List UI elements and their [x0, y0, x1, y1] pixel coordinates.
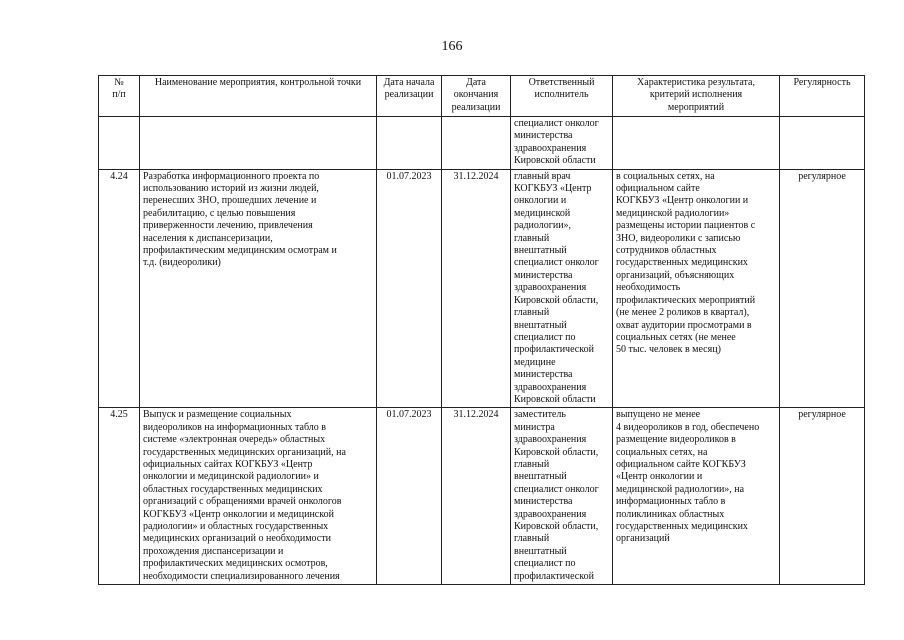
- measures-table: [98, 75, 865, 585]
- table-row: [99, 408, 865, 585]
- cell-responsible: заместитель министра здравоохранения Кировской области, главный внештатный специалист онколог министерства здравоохранения Кировской области, главный внештатный специалист по профилактической: [511, 408, 613, 585]
- cell-responsible: специалист онколог министерства здравоохранения Кировской области: [511, 117, 613, 170]
- cell-name: Разработка информационного проекта по использованию историй из жизни людей, перенесших ЗНО, прошедших лечение и реабилитацию, с целью повышения приверженности лечению, привлечения населения к диспансеризации, профилактическим медицинским осмотрам и т.д. (видеоролики): [140, 169, 377, 408]
- cell-responsible: главный врач КОГКБУЗ «Центр онкологии и медицинской радиологии», главный внештатный специалист онколог министерства здравоохранения Кировской области, главный внештатный специалист по профилактической медицине министерства здравоохранения Кировской области: [511, 169, 613, 408]
- cell-num: 4.25: [99, 408, 140, 585]
- cell-regularity: [780, 117, 865, 170]
- cell-regularity: регулярное: [780, 408, 865, 585]
- cell-start-date: 01.07.2023: [377, 169, 442, 408]
- header-end-date: Дата окончания реализации: [442, 76, 511, 117]
- table-row-continuation: [99, 117, 865, 170]
- cell-name: Выпуск и размещение социальных видеороликов на информационных табло в системе «электронная очередь» областных государственных медицинских организаций, на официальных сайтах КОГКБУЗ «Центр онкологии и медицинской радиологии» и областных государственных медицинских организаций с обращениями врачей онкологов КОГКБУЗ «Центр онкологии и медицинской радиологии» и областных государственных медицинских организаций о необходимости прохождения диспансеризации и профилактических медицинских осмотров, необходимости специализированного лечения: [140, 408, 377, 585]
- header-start-date: Дата начала реализации: [377, 76, 442, 117]
- cell-num: [99, 117, 140, 170]
- cell-result: в социальных сетях, на официальном сайте КОГКБУЗ «Центр онкологии и медицинской радиологии» размещены истории пациентов с ЗНО, видеоролики с записью сотрудников областных государственных медицинских организаций, объясняющих необходимость профилактических мероприятий (не менее 2 роликов в квартал), охват аудитории просмотрами в социальных сетях (не менее 50 тыс. человек в месяц): [613, 169, 780, 408]
- page-number: 166: [441, 39, 463, 54]
- header-result: Характеристика результата, критерий исполнения мероприятий: [613, 76, 780, 117]
- cell-end-date: 31.12.2024: [442, 169, 511, 408]
- cell-end-date: [442, 117, 511, 170]
- cell-start-date: 01.07.2023: [377, 408, 442, 585]
- cell-result: [613, 117, 780, 170]
- cell-num: 4.24: [99, 169, 140, 408]
- cell-name: [140, 117, 377, 170]
- cell-result: выпущено не менее 4 видеороликов в год, обеспечено размещение видеороликов в социальных сетях, на официальном сайте КОГКБУЗ «Центр онкологии и медицинской радиологии», на информационных табло в поликлиниках областных государственных медицинских организаций: [613, 408, 780, 585]
- table-header-row: [99, 76, 865, 117]
- cell-regularity: регулярное: [780, 169, 865, 408]
- header-responsible: Ответственный исполнитель: [511, 76, 613, 117]
- cell-end-date: 31.12.2024: [442, 408, 511, 585]
- cell-start-date: [377, 117, 442, 170]
- table-row: [99, 169, 865, 408]
- header-name: Наименование мероприятия, контрольной точки: [140, 76, 377, 117]
- header-num: № п/п: [99, 76, 140, 117]
- header-regularity: Регулярность: [780, 76, 865, 117]
